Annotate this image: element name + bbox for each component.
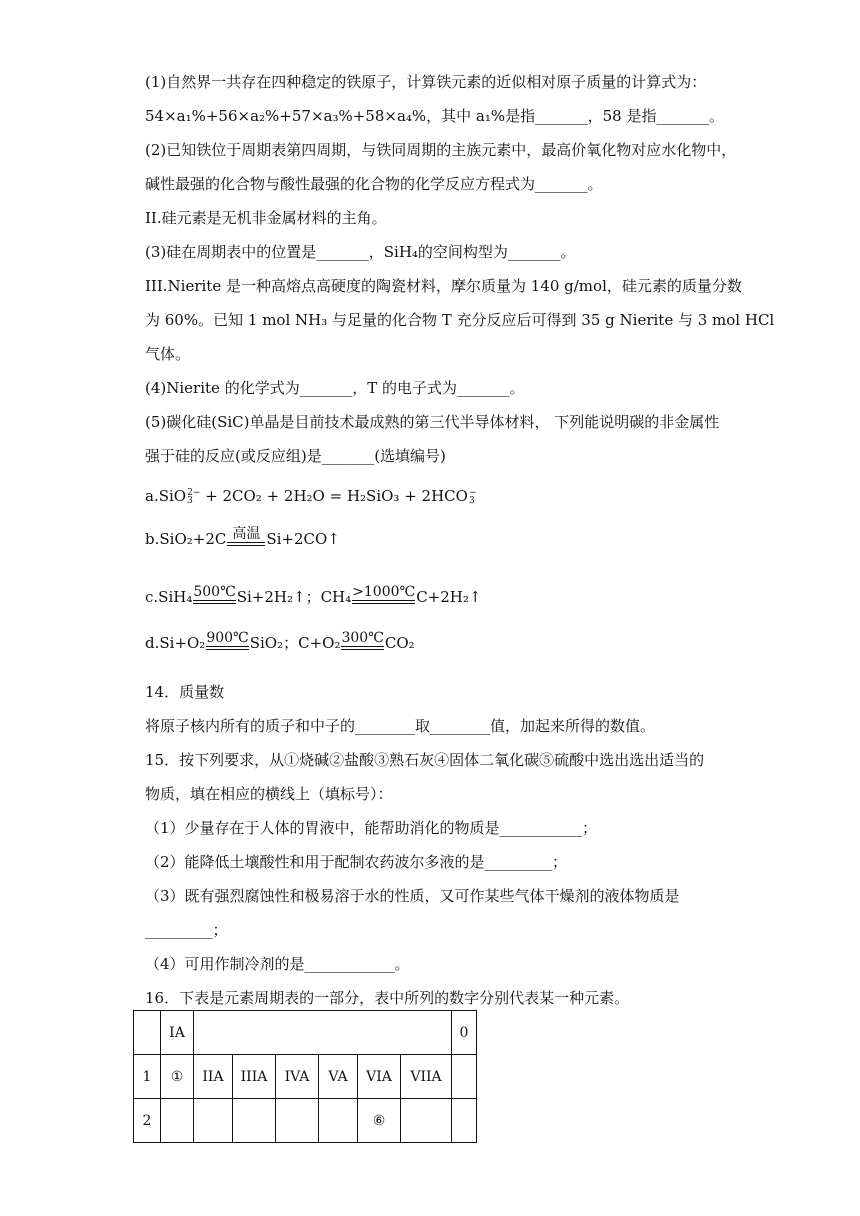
q14-title: 14．质量数 (145, 683, 225, 701)
table-cell (161, 1099, 194, 1143)
q15-part4: （4）可用作制冷剂的是____________。 (145, 955, 410, 973)
section-iii-line1: III.Nierite 是一种高熔点高硬度的陶瓷材料，摩尔质量为 140 g/mol，硅元素的质量分数 (145, 277, 742, 295)
q2-line2: 碱性最强的化合物与酸性最强的化合物的化学反应方程式为_______。 (145, 175, 603, 193)
table-cell: 1 (134, 1055, 161, 1099)
option-b: b.SiO₂+2C 高温 Si+2CO↑ (145, 526, 340, 548)
q14-body: 将原子核内所有的质子和中子的________取________值，加起来所得的数值。 (145, 717, 656, 735)
table-cell: VIA (358, 1055, 401, 1099)
table-cell (401, 1099, 452, 1143)
table-cell (452, 1055, 477, 1099)
table-row (134, 1055, 477, 1099)
q15-part2: （2）能降低土壤酸性和用于配制农药波尔多液的是_________； (145, 853, 568, 871)
q4-line: (4)Nierite 的化学式为_______，T 的电子式为_______。 (145, 379, 525, 397)
table-cell: VIIA (401, 1055, 452, 1099)
table-cell: IVA (276, 1055, 319, 1099)
option-c: c.SiH₄ 500℃ Si+2H₂↑；CH₄ >1000℃ C+2H₂↑ (145, 584, 482, 606)
table-cell (194, 1099, 233, 1143)
q15-part3-line2: _________； (145, 921, 228, 939)
table-cell: VA (319, 1055, 358, 1099)
table-cell (452, 1099, 477, 1143)
q1-line2: 54×a₁%+56×a₂%+57×a₃%+58×a₄%，其中 a₁%是指_______，58 是指_______。 (145, 107, 724, 125)
section-iii-line2: 为 60%。已知 1 mol NH₃ 与足量的化合物 T 充分反应后可得到 35 g Nierite 与 3 mol HCl (145, 311, 775, 329)
section-iii-line3: 气体。 (145, 345, 191, 363)
q15-line2: 物质，填在相应的横线上（填标号）： (145, 785, 393, 803)
q5-line2: 强于硅的反应(或反应组)是_______(选填编号) (145, 447, 446, 465)
table-cell: IIA (194, 1055, 233, 1099)
q2-line1: (2)已知铁位于周期表第四周期，与铁同周期的主族元素中，最高价氧化物对应水化物中， (145, 141, 737, 159)
table-cell (194, 1011, 452, 1055)
option-a: a.SiO 2− 3 + 2CO₂ + 2H₂O = H₂SiO₃ + 2HCO − 3 (145, 487, 477, 506)
option-d: d.Si+O₂ 900℃ SiO₂；C+O₂ 300℃ CO₂ (145, 630, 415, 652)
q5-line1: (5)碳化硅(SiC)单晶是目前技术最成熟的第三代半导体材料， 下列能说明碳的非金属性 (145, 413, 720, 431)
periodic-table (133, 1010, 477, 1143)
q15-part1: （1）少量存在于人体的胃液中，能帮助消化的物质是___________； (145, 819, 598, 837)
table-cell: ① (161, 1055, 194, 1099)
q15-part3-line1: （3）既有强烈腐蚀性和极易溶于水的性质，又可作某些气体干燥剂的液体物质是 (145, 887, 680, 905)
table-cell (319, 1099, 358, 1143)
table-cell: IIIA (233, 1055, 276, 1099)
q3-line: (3)硅在周期表中的位置是_______，SiH₄的空间构型为_______。 (145, 243, 576, 261)
q1-line1: (1)自然界一共存在四种稳定的铁原子，计算铁元素的近似相对原子质量的计算式为： (145, 73, 707, 91)
section-ii: II.硅元素是无机非金属材料的主角。 (145, 209, 387, 227)
table-cell (134, 1011, 161, 1055)
table-cell: ⑥ (358, 1099, 401, 1143)
table-cell: IA (161, 1011, 194, 1055)
table-cell (276, 1099, 319, 1143)
table-cell: 0 (452, 1011, 477, 1055)
table-row (134, 1011, 477, 1055)
q15-line1: 15．按下列要求，从①烧碱②盐酸③熟石灰④固体二氧化碳⑤硫酸中选出选出适当的 (145, 751, 705, 769)
q16-intro: 16．下表是元素周期表的一部分，表中所列的数字分别代表某一种元素。 (145, 989, 630, 1007)
table-row (134, 1099, 477, 1143)
table-cell: 2 (134, 1099, 161, 1143)
table-cell (233, 1099, 276, 1143)
